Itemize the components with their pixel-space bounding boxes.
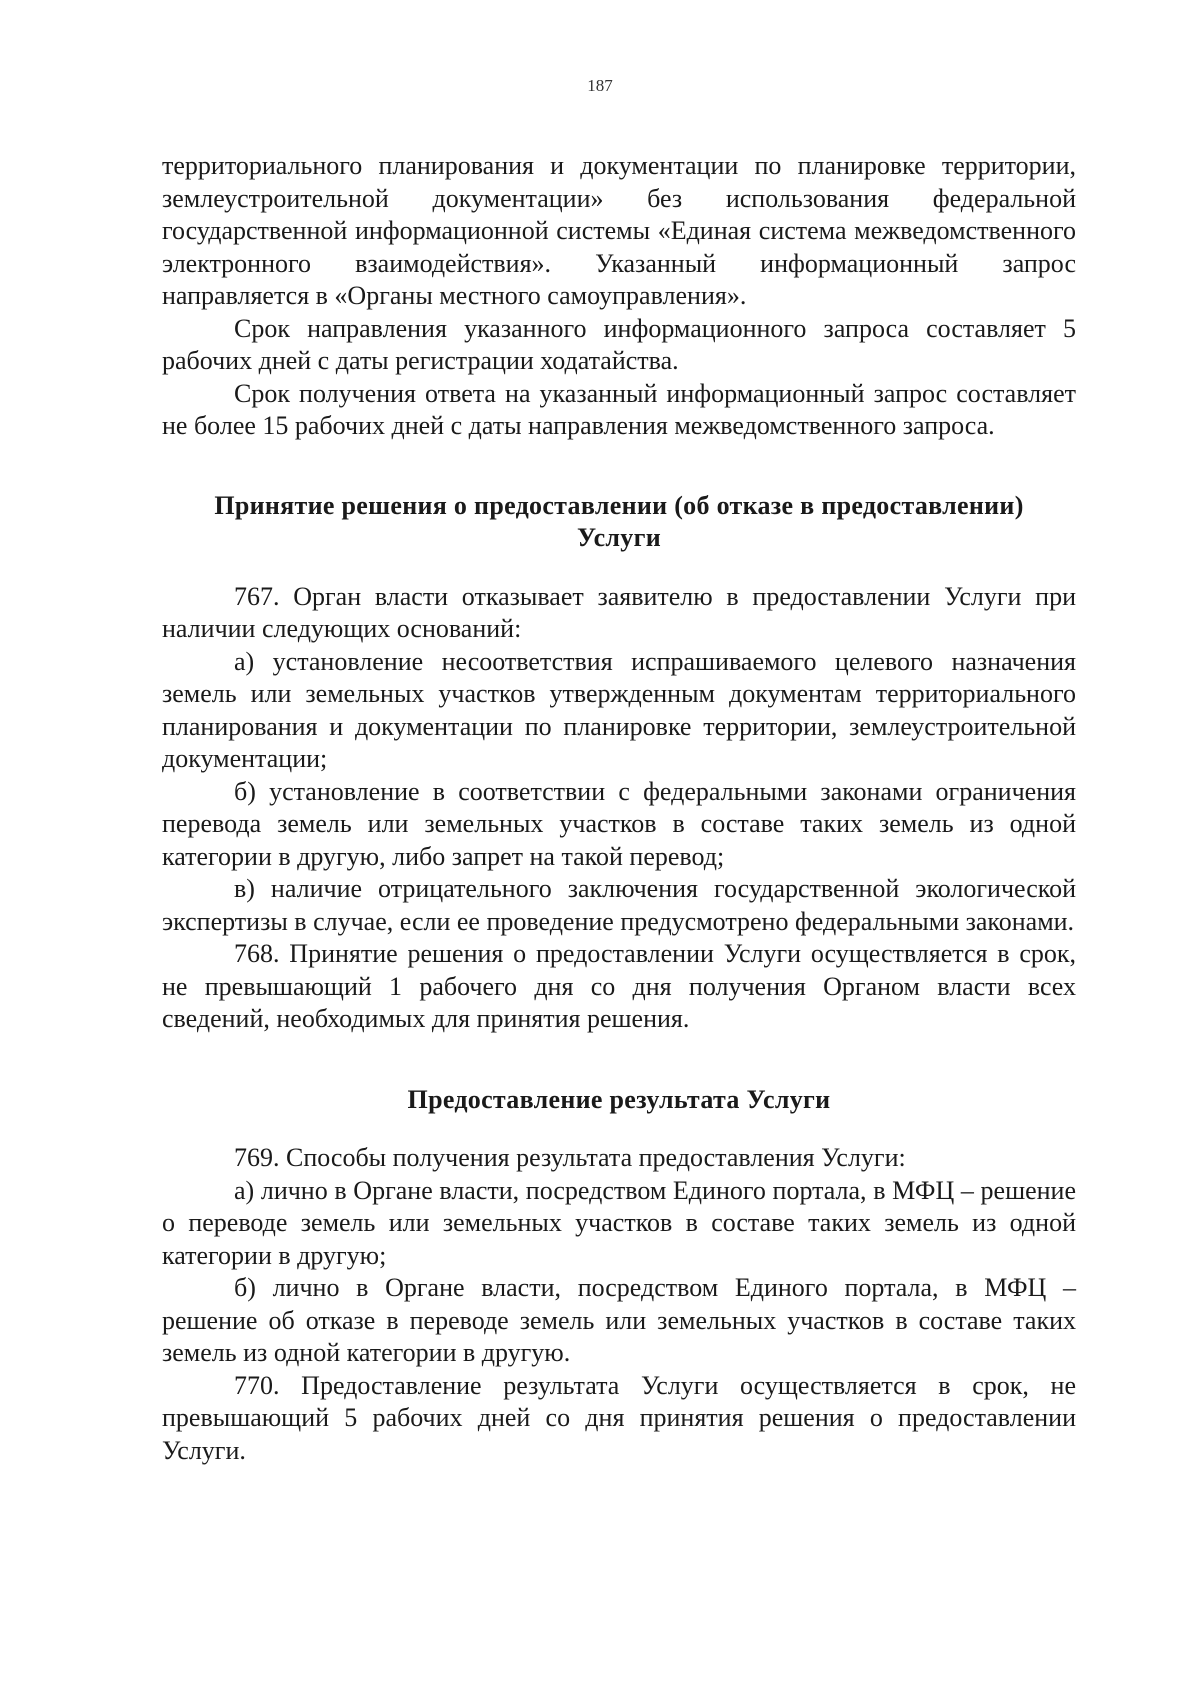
paragraph-767: 767. Орган власти отказывает заявителю в предоставлении Услуги при наличии следующих оснований: [162,581,1076,643]
page-number: 187 [587,76,613,95]
heading-line: Услуги [577,523,661,552]
list-item-b: б) установление в соответствии с федеральными законами ограничения перевода земель или земельных участков в составе таких земель из одной категории в другую, либо запрет на такой перевод; [162,776,1076,871]
section-heading-result: Предоставление результата Услуги [407,1084,831,1114]
section-heading-decision [162,490,1076,555]
list-item-a: а) лично в Органе власти, посредством Единого портала, в МФЦ – решение о переводе земель или земельных участков в составе таких земель из одной категории в другую; [162,1175,1076,1270]
document-body [162,150,1076,1467]
list-item-b: б) лично в Органе власти, посредством Единого портала, в МФЦ – решение об отказе в переводе земель или земельных участков в составе таких земель из одной категории в другую. [162,1273,1076,1367]
paragraph: Срок направления указанного информационного запроса составляет 5 рабочих дней с даты регистрации ходатайства. [162,313,1076,375]
paragraph: Срок получения ответа на указанный информационный запрос составляет не более 15 рабочих дней с даты направления межведомственного запроса. [162,378,1076,440]
paragraph-768: 768. Принятие решения о предоставлении Услуги осуществляется в срок, не превышающий 1 рабочего дня со дня получения Органом власти всех сведений, необходимых для принятия решения. [162,939,1076,1033]
heading-line: Принятие решения о предоставлении (об отказе в предоставлении) [214,490,1024,520]
paragraph-770: 770. Предоставление результата Услуги осуществляется в срок, не превышающий 5 рабочих дней со дня принятия решения о предоставлении Услуги. [162,1370,1076,1465]
paragraph-769: 769. Способы получения результата предоставления Услуги: [234,1143,906,1172]
list-item-v: в) наличие отрицательного заключения государственной экологической экспертизы в случае, если ее проведение предусмотрено федеральными законами. [162,874,1076,936]
list-item-a: а) установление несоответствия испрашиваемого целевого назначения земель или земельных участков утвержденным документам территориального планирования и документации по планировке территории, землеустроительной документации; [162,646,1076,773]
paragraph: территориального планирования и документации по планировке территории, землеустроительной документации» без использования федеральной государственной информационной системы «Единая система межведомственного электронного взаимодействия». Указанный информационный запрос направляется в «Органы местного самоуправления». [162,151,1076,310]
